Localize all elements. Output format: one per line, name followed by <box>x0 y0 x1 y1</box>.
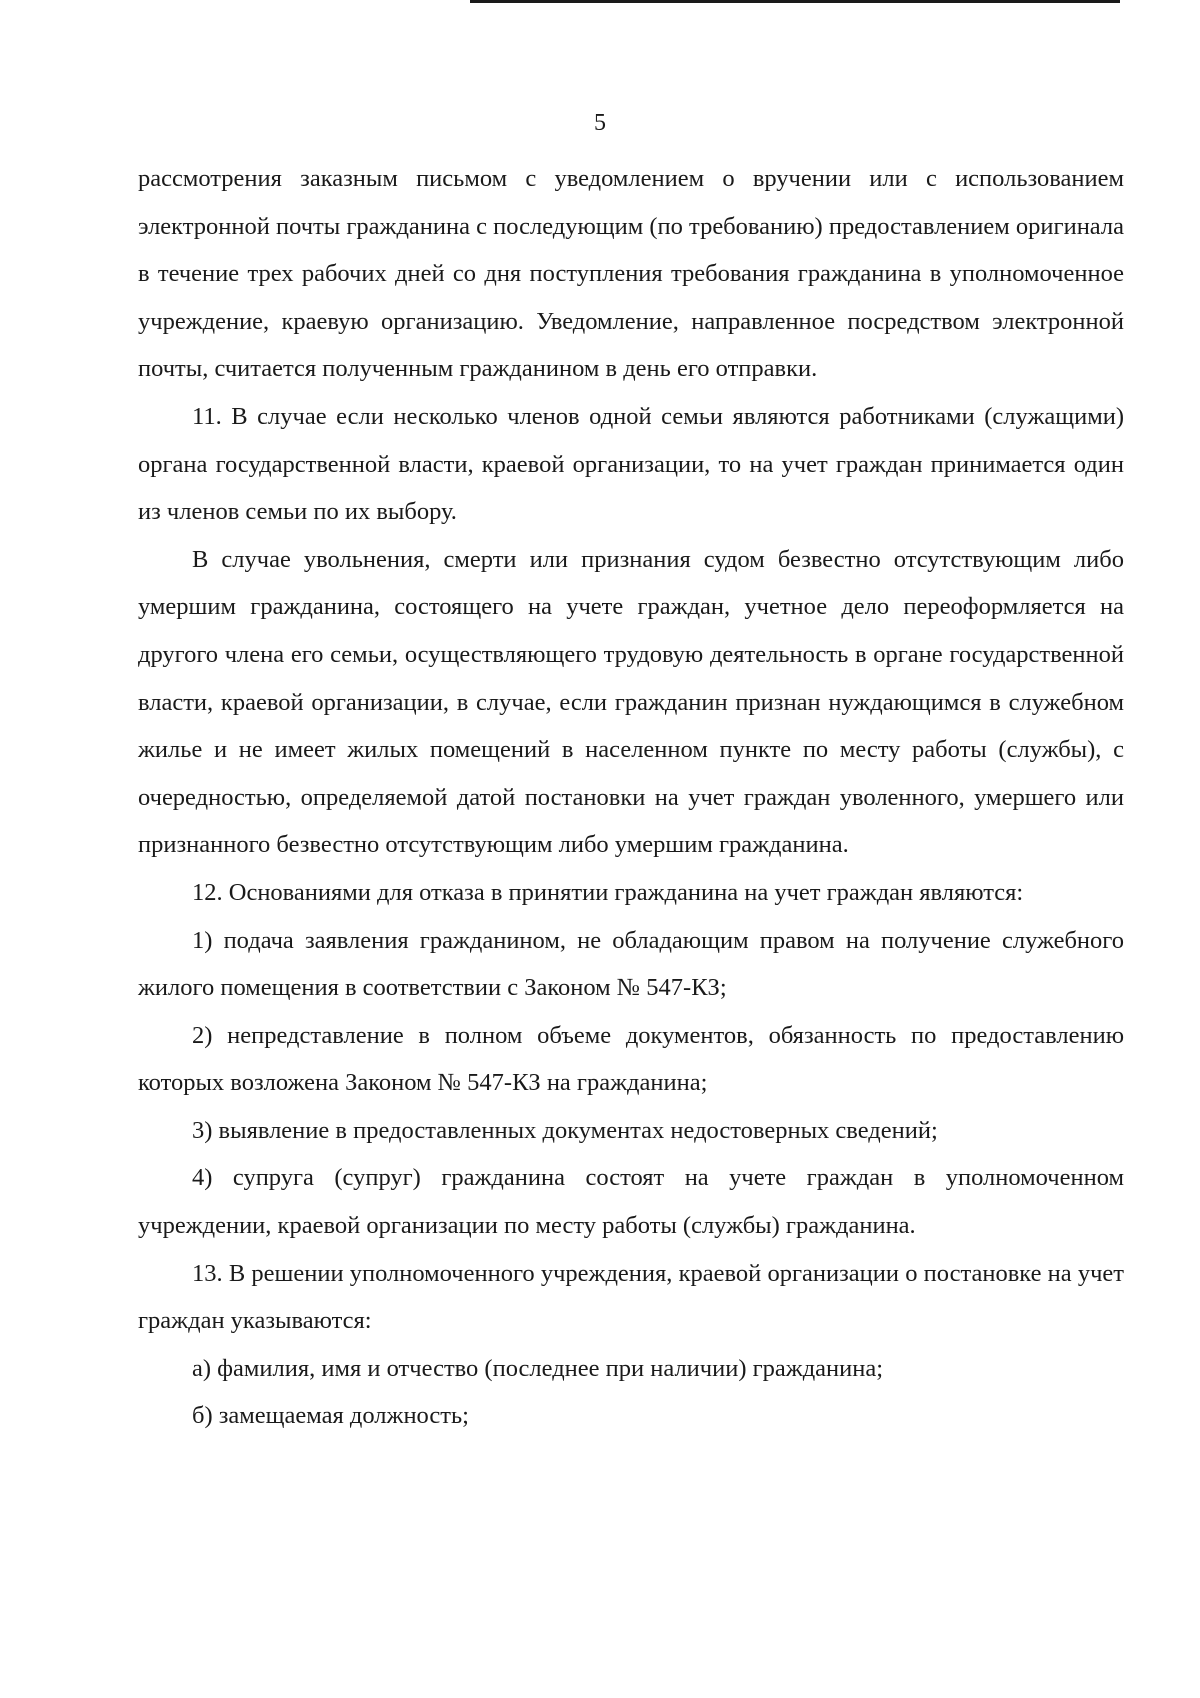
page-number: 5 <box>594 110 606 136</box>
list-item-13-b: б) замещаемая должность; <box>192 1402 469 1430</box>
list-item-13-a: а) фамилия, имя и отчество (последнее при наличии) гражданина; <box>192 1354 884 1382</box>
list-item-12-1: 1) подача заявления гражданином, не обладающим правом на получение служебного жилого помещения в соответствии с Законом № 547-КЗ; <box>138 926 1124 1002</box>
paragraph-item-12: 12. Основаниями для отказа в принятии гражданина на учет граждан являются: <box>192 878 1024 906</box>
list-item-12-2: 2) непредставление в полном объеме документов, обязанность по предоставлению которых возложена Законом № 547-КЗ на гражданина; <box>138 1021 1124 1097</box>
top-border-line <box>470 0 1120 3</box>
list-item-12-4: 4) супруга (супруг) гражданина состоят на учете граждан в уполномоченном учреждении, краевой организации по месту работы (службы) гражданина. <box>138 1164 1124 1240</box>
paragraph-item-13: 13. В решении уполномоченного учреждения, краевой организации о постановке на учет граждан указываются: <box>138 1259 1124 1335</box>
list-item-12-3: 3) выявление в предоставленных документах недостоверных сведений; <box>192 1116 938 1144</box>
document-body <box>138 155 1124 1440</box>
paragraph-item-11: 11. В случае если несколько членов одной семьи являются работниками (служащими) органа государственной власти, краевой организации, то на учет граждан принимается один из членов семьи по их выбору. <box>138 402 1124 526</box>
paragraph-continuation: рассмотрения заказным письмом с уведомлением о вручении или с использованием электронной почты гражданина с последующим (по требованию) предоставлением оригинала в течение трех рабочих дней со дня поступления требования гражданина в уполномоченное учреждение, краевую организацию. Уведомление, направленное посредством электронной почты, считается полученным гражданином в день его отправки. <box>138 165 1124 383</box>
paragraph-dismissal-case: В случае увольнения, смерти или признания судом безвестно отсутствующим либо умершим гражданина, состоящего на учете граждан, учетное дело переоформляется на другого члена его семьи, осуществляющего трудовую деятельность в органе государственной власти, краевой организации, в случае, если гражданин признан нуждающимся в служебном жилье и не имеет жилых помещений в населенном пункте по месту работы (службы), с очередностью, определяемой датой постановки на учет граждан уволенного, умершего или признанного безвестно отсутствующим либо умершим гражданина. <box>138 545 1124 859</box>
